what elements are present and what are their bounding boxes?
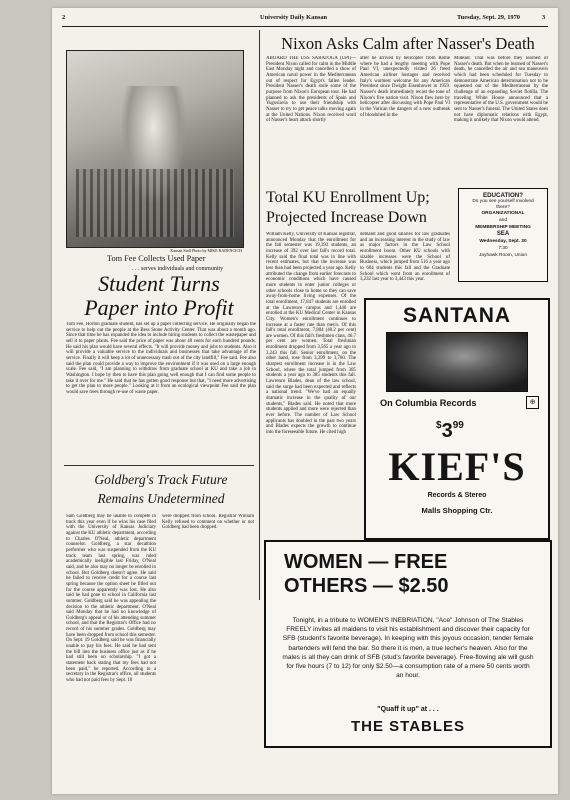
stables-ad xyxy=(264,540,552,748)
issue-date: Tuesday, Sept. 29, 1970 xyxy=(457,14,520,21)
kiefs-logo: KIEF'S xyxy=(388,444,526,489)
paper-profit-headline-line1: Student Turns xyxy=(98,271,220,296)
sea-notice-line6: Wednesday, Sept. 30 xyxy=(479,239,527,244)
newspaper-page xyxy=(52,8,558,794)
enrollment-headline-line2: Projected Increase Down xyxy=(266,209,427,226)
stables-headline xyxy=(284,550,534,598)
columbia-logo-icon: ⊕ xyxy=(526,396,539,409)
photo-credit: Kansan Staff Photo by MIKE RADENCICH xyxy=(170,248,242,253)
price-main: 3 xyxy=(441,420,453,442)
paper-profit-story: Tom Fee, Horton graduate student, has set up a paper collecting service. He originally began the service to help out the people at the Bess Stone Activity Center. That was about a month ago. Since that time he has expanded the idea to include hiring students to collect the wastepaper and sell it to paper plants. Fee said the price of paper was about 40 cents for each hundred pounds. He said his plan would have several effects. "It will provide money and jobs to students. Also it will provide a valuable service to the individuals and businesses that take advantage of the service. Finally it will keep a lot of unnecessary trash out of the city landfill," Fee said. Fee also said the plan could provide a way to improve the environment if it was used on a large enough scale. Fee said, "I am planning to withdraw from graduate school at KU and take a job in Washington. I hope by then to have this plan going well enough that I can find some people to take it over for me." He said that he has gotten good response but that, "I need more advertising to get the plan to more people." Looking at it from an ecological viewpoint Fee said the plan would save trees through re-use of waste paper. xyxy=(66,322,256,395)
goldberg-story-col2: were dropped from school. Registrar William Kelly refused to comment on whether or not Goldberg had been dropped. xyxy=(162,514,254,531)
paper-profit-headline-line2: Paper into Profit xyxy=(84,295,234,320)
goldberg-headline-line1: Goldberg's Track Future xyxy=(94,472,228,487)
nasser-story-col1: ABOARD THE USS SARATOGA (UPI)—President Nixon called for calm in the Middle East Monday night and cancelled a show of American naval power in the Mediterranean out of respect for Egypt's fallen leader. President Nasser's death stole some of the purpose from Nixon's European tour. He had planned to ask the presidents of Spain and Yugoslavia to use their friendship with Nasser to try to get peace talks moving again at the United Nations. Nixon received word of Nasser's heart attack shortly xyxy=(266,56,356,124)
stables-headline-line2: OTHERS — $2.50 xyxy=(284,575,449,597)
kiefs-subtitle-2: Malls Shopping Ctr. xyxy=(421,506,493,515)
kiefs-subtitle-1: Records & Stereo xyxy=(427,492,487,499)
tom-fee-photo xyxy=(66,50,244,248)
price-cents: 99 xyxy=(452,420,464,431)
sea-notice-line2: ORGANIZATIONAL xyxy=(481,211,525,216)
column-rule xyxy=(259,30,260,600)
stables-headline-line1: WOMEN — FREE xyxy=(284,551,448,573)
photo-caption-title: Tom Fee Collects Used Paper xyxy=(107,254,206,263)
santana-band-photo xyxy=(386,332,528,392)
sea-notice-line7: 7:30 xyxy=(498,246,508,251)
sea-notice-line3: and xyxy=(498,218,507,223)
sea-notice-line8: Jayhawk Room, Union xyxy=(479,253,527,258)
page-number-left: 2 xyxy=(62,14,66,21)
photo-paper-stack xyxy=(76,169,234,238)
nasser-headline: Nixon Asks Calm after Nasser's Death xyxy=(281,34,535,53)
sea-notice-line4: MEMBERSHIP MEETING xyxy=(475,225,531,230)
sea-notice-title: EDUCATION? xyxy=(482,192,524,199)
sea-notice-line1: Do you see yourself involved there? xyxy=(472,199,534,210)
stables-quote: "Quaff it up" at . . . xyxy=(377,706,439,713)
price-dollar: $ xyxy=(436,420,442,431)
nasser-story-col2: after he arrived by helicopter from Rome where he had a lengthy meeting with Pope Paul VI, unexpectedly visited 26 freed American airliner hostages and received Italy's warmest welcome for any American President since Dwight Eisenhower in 1959. Nasser's death immediately recast the tone of Nixon's five nation visit. Nixon flew here by helicopter after discussing with Pope Paul VI in the Vatican the dangers of a new outbreak of bloodshed in the xyxy=(360,56,450,118)
enrollment-headline xyxy=(266,188,456,228)
stables-body: Tonight, in a tribute to WOMEN'S INEBRIATION, "Ace" Johnson of The Stables FREELY invites all maidens to visit his establishment and discover their capacity for SFB (student's favorite beverage). In keeping with this joyous occasion, tender female bartenders will fend the bar. So there it is men, a true lecher's heaven. Also for the males is all they can drink of SFB (stud's favorite beverage). Free-flowing ale will gush for five hours (7 to 12) for only $2.50—a consumption rate of a mere 50 cents worth an hour. xyxy=(282,617,534,680)
stables-name: THE STABLES xyxy=(350,718,466,735)
paper-profit-headline xyxy=(70,272,248,320)
newspaper-name: University Daily Kansan xyxy=(260,14,328,21)
enrollment-story-col2: demand and good salaries for law graduates and an increasing interest in the study of law as major factors in the Law School enrollment boom. Other KU schools with sizable increases were the School of Business, which jumped from 516 a year ago to 604 students this fall and the Graduate School which went from an enrollment of 3,232 last year to 3,443 this year. xyxy=(360,232,450,283)
santana-title: SANTANA xyxy=(402,304,512,327)
goldberg-headline xyxy=(66,470,256,508)
goldberg-story-col1: Sam Goldberg may be unable to compete in track this year even if he wins his case filed with the University of Kansas Judiciary against the KU athletic department, according to Charles O'Neal, athletic department counselor. Goldberg, a star decathlon performer who was suspended from the KU track team last spring, was ruled academically ineligible last Friday, O'Neal said, and he also may no longer be enrolled in school. But Goldberg doesn't agree. He said he failed to receive credit for a course last spring because the option sheet he filled out for the course apparently was lost. He also said he had gone to school in California last summer. Goldberg said he was appealing the decision to the athletic department. O'Neal said Monday that he had no knowledge of Goldberg's appeal or of his attending summer school, and that the Registrar's Office had no record of his summer grades. Goldberg may have been dropped from school this semester. On Sept. 19 Goldberg said he was financially unable to pay his fees. He said he had sent the bill into the business office just as if he had still been on scholarship. "I got a statement back stating that my fees had not been paid," he reported. According to a secretary in the Registrar's office, all students who had not paid fees by Sept. 18 xyxy=(66,514,156,684)
enrollment-story-col1: William Kelly, University of Kansas registrar, announced Monday that the enrollment for the fall semester was 19,393 students, an increase of 392 over last fall's record total. Kelly said the final total was in line with recent estimates, but that the increase was less than had been projected a year ago. Kelly attributed the change from earlier forecasts to economic conditions which have caused more students to enter junior colleges or other schools close to home so they can save away-from-home living expenses. Of the total enrollment, 17,847 students are enrolled at the Lawrence campus and 1,446 are enrolled at the KU Medical Center in Kansas City. Women's enrollment continues to increase at a faster rate than men's. Of this fall's total enrollment, 7,804 (40.2 per cent) are women. Of this fall's freshmen class, 46.7 per cent are women. Total freshman enrollment dropped from 3,565 a year ago to 3,243 this fall. Senior enrollment, on the other hand, rose from 3,399 to 3,760. The sharpest enrollment increase is in the Law School, where the total jumped from 385 students a year ago to 385 students this fall. Lawrence Blades, dean of the law school, said the surge had been expected and reflects a national trend. "We've had an equally dramatic increase in the quality of our students," Blades said. He noted that more students applied and more were rejected than ever before. The number of Law School applicants has doubled in the past two years and Blades expects the growth to continue into the foreseeable future. He cited high xyxy=(266,232,356,435)
photo-caption-sub: . . . serves individuals and community xyxy=(132,266,224,272)
columbia-records-label: On Columbia Records xyxy=(380,398,477,408)
page-number-right: 3 xyxy=(542,14,546,21)
section-divider xyxy=(64,465,254,466)
santana-kiefs-ad xyxy=(364,298,550,540)
sea-meeting-notice xyxy=(458,188,548,282)
santana-price xyxy=(436,420,496,443)
goldberg-headline-line2: Remains Undetermined xyxy=(97,491,225,506)
sea-notice-line5: SEA xyxy=(496,231,510,237)
enrollment-headline-line1: Total KU Enrollment Up; xyxy=(266,189,430,206)
nasser-story-col3: Mideast. That was before they learned of Nasser's death. But when he learned of Nasser's death, he cancelled the air and sea maneuvers which had been scheduled for Tuesday to demonstrate American determination not to be squeezed out of the Mediterranean by the challenge of an expanding Soviet flotilla. The traveling White House announced that a representative of the U.S. government would be sent to Nasser's funeral. The United States does not have diplomatic relations with Egypt, making it unlikely that Nixon would attend. xyxy=(454,56,548,124)
page-header xyxy=(62,14,548,27)
